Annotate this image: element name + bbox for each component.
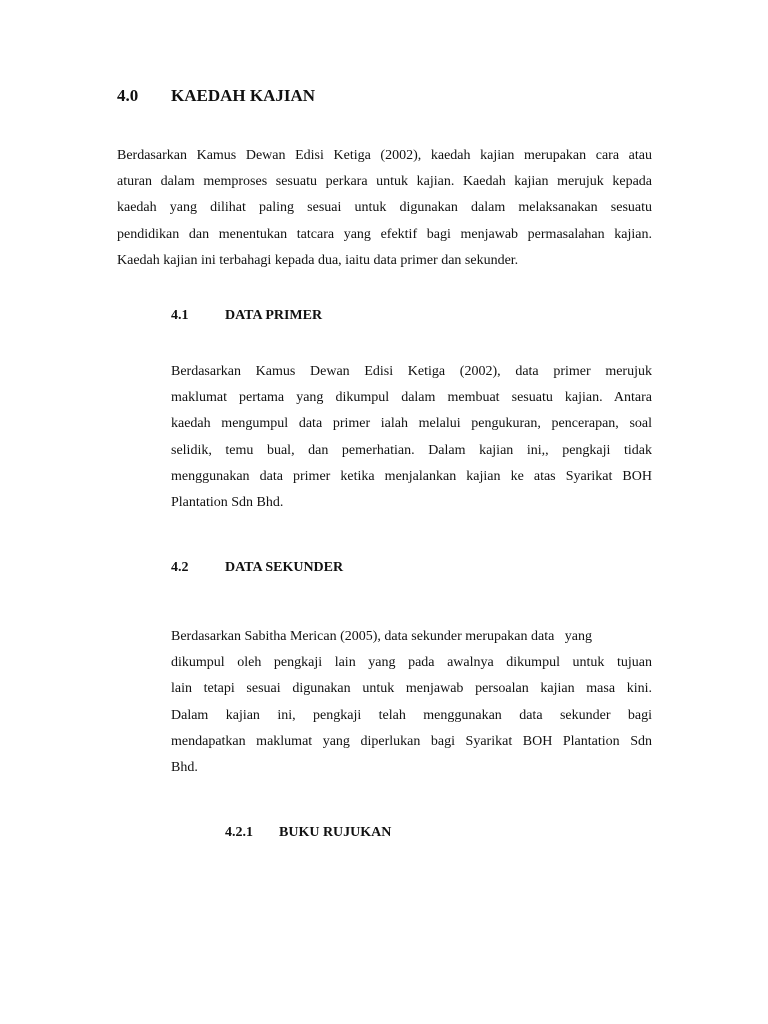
paragraph-line: Berdasarkan Sabitha Merican (2005), data sekunder merupakan data yang [171, 629, 593, 644]
paragraph-line: pendidikan dan menentukan tatcara yang efektif bagi menjawab permasalahan kajian. [117, 226, 652, 242]
paragraph-line: Dalam kajian ini, pengkaji telah menggunakan data sekunder bagi [171, 707, 652, 723]
section-heading-4-0 [117, 86, 315, 106]
paragraph-line: Kaedah kajian ini terbahagi kepada dua, iaitu data primer dan sekunder. [117, 252, 519, 268]
paragraph-line: menggunakan data primer ketika menjalankan kajian ke atas Syarikat BOH [171, 468, 652, 484]
subsection-heading-4-2 [171, 560, 343, 576]
subsection-title: DATA PRIMER [225, 308, 323, 323]
section-title: KAEDAH KAJIAN [171, 86, 316, 105]
subsection-number: 4.2 [171, 560, 189, 575]
paragraph-line: Plantation Sdn Bhd. [171, 495, 284, 511]
paragraph-line: maklumat pertama yang dikumpul dalam membuat sesuatu kajian. Antara [171, 390, 652, 406]
subsection-heading-4-1 [171, 308, 322, 324]
paragraph-line: Berdasarkan Kamus Dewan Edisi Ketiga (2002), data primer merujuk [171, 364, 652, 379]
subsection-number: 4.2.1 [225, 825, 253, 840]
data-primer-paragraph [171, 359, 652, 516]
paragraph-line: kaedah yang dilihat paling sesuai untuk digunakan dalam melaksanakan sesuatu [117, 200, 652, 216]
data-sekunder-paragraph [171, 624, 652, 781]
paragraph-line: mendapatkan maklumat yang diperlukan bagi Syarikat BOH Plantation Sdn [171, 733, 652, 749]
paragraph-line: Bhd. [171, 760, 198, 776]
paragraph-line: selidik, temu bual, dan pemerhatian. Dalam kajian ini,, pengkaji tidak [171, 442, 652, 458]
paragraph-line: aturan dalam memproses sesuatu perkara untuk kajian. Kaedah kajian merujuk kepada [117, 174, 652, 190]
section-intro-paragraph [117, 143, 652, 274]
paragraph-line: kaedah mengumpul data primer ialah melalui pengukuran, pencerapan, soal [171, 416, 652, 432]
paragraph-line: lain tetapi sesuai digunakan untuk menjawab persoalan kajian masa kini. [171, 681, 652, 697]
subsection-title: BUKU RUJUKAN [279, 825, 392, 840]
section-number: 4.0 [117, 86, 139, 105]
subsection-number: 4.1 [171, 308, 189, 323]
paragraph-line: dikumpul oleh pengkaji lain yang pada awalnya dikumpul untuk tujuan [171, 655, 652, 671]
subsection-heading-4-2-1 [225, 825, 391, 841]
subsection-title: DATA SEKUNDER [225, 560, 344, 575]
paragraph-line: Berdasarkan Kamus Dewan Edisi Ketiga (2002), kaedah kajian merupakan cara atau [117, 148, 652, 163]
